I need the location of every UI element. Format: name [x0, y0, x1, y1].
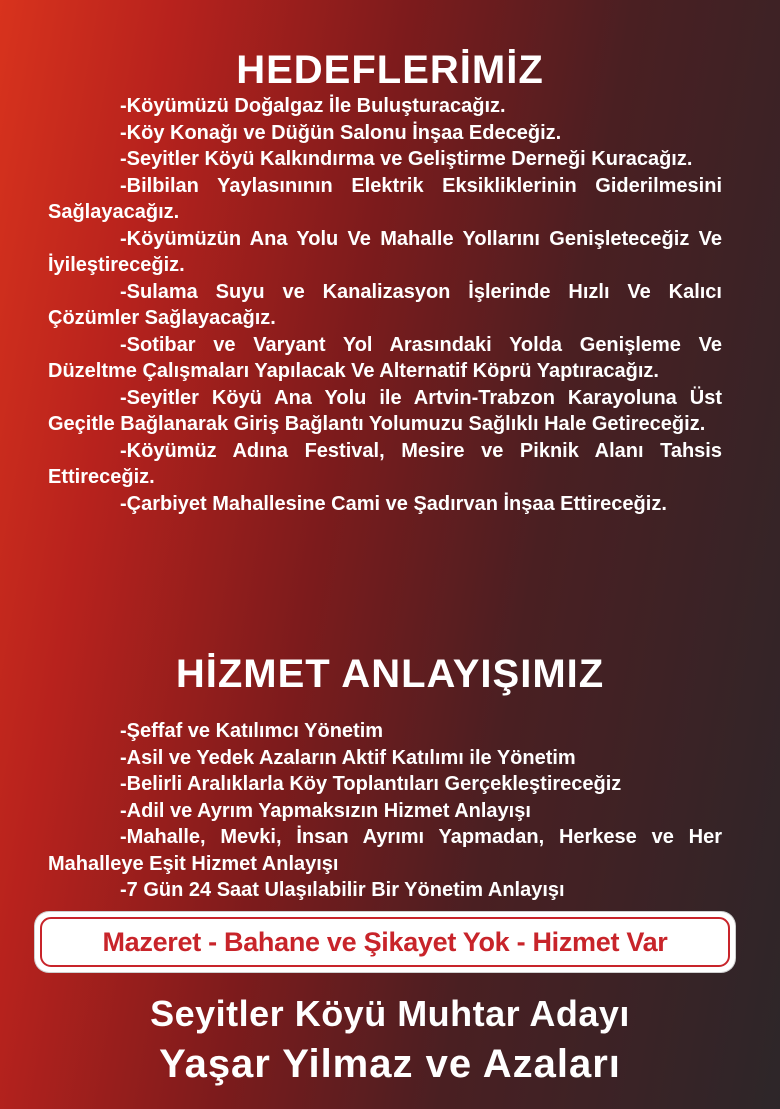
goal-item: -Bilbilan Yaylasınının Elektrik Eksikliklerinin Giderilmesini Sağlayacağız.	[48, 174, 722, 223]
service-item: -Asil ve Yedek Azaların Aktif Katılımı ile Yönetim	[120, 746, 576, 769]
service-item: -Belirli Aralıklarla Köy Toplantıları Gerçekleştireceğiz	[120, 773, 622, 795]
service-list	[48, 718, 722, 904]
candidate-name: Yaşar Yilmaz ve Azaları	[159, 1042, 621, 1086]
goals-title: HEDEFLERİMİZ	[236, 48, 544, 92]
service-title: HİZMET ANLAYIŞIMIZ	[175, 652, 605, 696]
goal-item: -Köyümüzü Doğalgaz İle Buluşturacağız.	[120, 95, 506, 117]
slogan-banner	[35, 912, 735, 972]
candidate-subtitle: Seyitler Köyü Muhtar Adayı	[150, 993, 630, 1034]
goal-item: -Sulama Suyu ve Kanalizasyon İşlerinde Hızlı Ve Kalıcı Çözümler Sağlayacağız.	[48, 280, 722, 329]
service-item: -Mahalle, Mevki, İnsan Ayrımı Yapmadan, Herkese ve Her Mahalleye Eşit Hizmet Anlayışı	[48, 826, 722, 875]
goal-item: -Seyitler Köyü Ana Yolu ile Artvin-Trabzon Karayoluna Üst Geçitle Bağlanarak Giriş Bağlantı Yolumuzu Sağlıklı Hale Getireceğiz.	[48, 386, 722, 435]
slogan-text: Mazeret - Bahane ve Şikayet Yok - Hizmet Var	[40, 917, 730, 967]
goal-item: -Köyümüz Adına Festival, Mesire ve Piknik Alanı Tahsis Ettireceğiz.	[48, 439, 722, 488]
goal-item: -Köyümüzün Ana Yolu Ve Mahalle Yollarını Genişleteceğiz Ve İyileştireceğiz.	[48, 227, 722, 276]
service-item: -7 Gün 24 Saat Ulaşılabilir Bir Yönetim Anlayışı	[120, 879, 565, 901]
goal-item: -Çarbiyet Mahallesine Cami ve Şadırvan İnşaa Ettireceğiz.	[120, 492, 667, 515]
service-item: -Şeffaf ve Katılımcı Yönetim	[120, 720, 384, 742]
service-item: -Adil ve Ayrım Yapmaksızın Hizmet Anlayışı	[120, 799, 531, 822]
goal-item: -Sotibar ve Varyant Yol Arasındaki Yolda Genişleme Ve Düzeltme Çalışmaları Yapılacak Ve Alternatif Köprü Yaptıracağız.	[48, 333, 722, 382]
goal-item: -Seyitler Köyü Kalkındırma ve Geliştirme Derneği Kuracağız.	[120, 148, 693, 170]
goals-list	[48, 93, 722, 517]
goal-item: -Köy Konağı ve Düğün Salonu İnşaa Edeceğiz.	[120, 121, 562, 144]
